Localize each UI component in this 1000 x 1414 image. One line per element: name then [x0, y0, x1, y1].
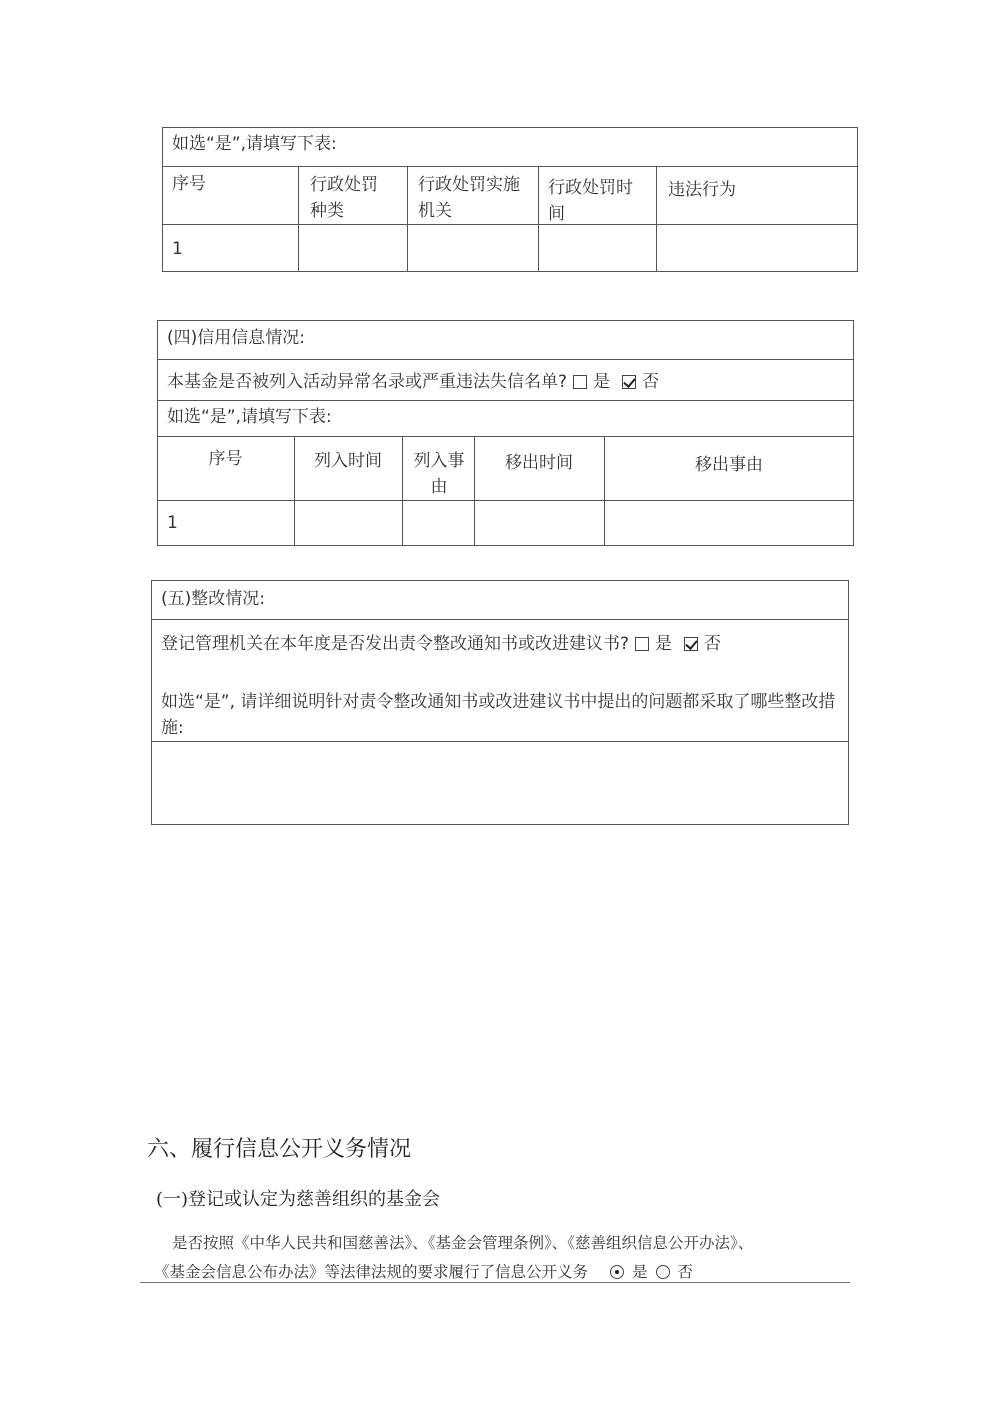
- penalty-header-authority: 行政处罚实施机关: [418, 175, 520, 221]
- penalty-row-index: 1: [172, 239, 183, 259]
- credit-no-checkbox[interactable]: [622, 375, 636, 389]
- credit-yes-label: 是: [593, 372, 611, 392]
- rectification-question-text: 登记管理机关在本年度是否发出责令整改通知书或改进建议书?: [161, 634, 630, 654]
- credit-header-removed-time: 移出时间: [505, 453, 573, 473]
- credit-header-removed-reason: 移出事由: [695, 455, 763, 475]
- credit-section-title: (四)信用信息情况:: [167, 328, 305, 348]
- penalty-header-type: 行政处罚种类: [310, 175, 378, 221]
- credit-yes-checkbox[interactable]: [573, 375, 587, 389]
- rectification-yes-checkbox[interactable]: [635, 637, 649, 651]
- disclosure-yes-label: 是: [632, 1263, 648, 1281]
- penalty-header-index: 序号: [172, 174, 206, 194]
- penalty-header-time: 行政处罚时间: [548, 178, 633, 224]
- disclosure-no-radio[interactable]: [656, 1265, 670, 1279]
- rectification-detail-prompt: 如选“是”, 请详细说明针对责令整改通知书或改进建议书中提出的问题都采取了哪些整改措施:: [161, 692, 836, 738]
- credit-header-index: 序号: [208, 449, 243, 469]
- rectification-yes-label: 是: [655, 634, 673, 654]
- rectification-question: [161, 631, 841, 657]
- penalty-header-violation: 违法行为: [668, 180, 736, 200]
- rectification-section-title: (五)整改情况:: [161, 589, 265, 609]
- section-six-subheading: (一)登记或认定为慈善组织的基金会: [156, 1189, 441, 1210]
- credit-question: [167, 369, 847, 395]
- section-six-heading: 六、履行信息公开义务情况: [147, 1137, 412, 1162]
- credit-table-note: 如选“是”,请填写下表:: [167, 407, 332, 427]
- penalty-table-note: 如选“是”,请填写下表:: [172, 134, 337, 154]
- credit-header-listed-time: 列入时间: [314, 451, 382, 471]
- credit-header-listed-reason: 列入事由: [413, 451, 465, 497]
- rectification-no-label: 否: [704, 634, 722, 654]
- disclosure-yes-radio[interactable]: [610, 1265, 624, 1279]
- credit-no-label: 否: [642, 372, 660, 392]
- disclosure-question-line2-text: 《基金会信息公布办法》等法律法规的要求履行了信息公开义务: [154, 1263, 589, 1281]
- credit-table: [157, 320, 854, 546]
- rectification-answer-area[interactable]: [152, 742, 848, 824]
- rectification-no-checkbox[interactable]: [684, 637, 698, 651]
- credit-question-text: 本基金是否被列入活动异常名录或严重违法失信名单?: [167, 372, 568, 392]
- disclosure-question-line1: 是否按照《中华人民共和国慈善法》、《基金会管理条例》、《慈善组织信息公开办法》、: [172, 1234, 754, 1252]
- credit-row-index: 1: [167, 513, 178, 533]
- bottom-rule: [140, 1282, 850, 1283]
- disclosure-no-label: 否: [677, 1263, 694, 1281]
